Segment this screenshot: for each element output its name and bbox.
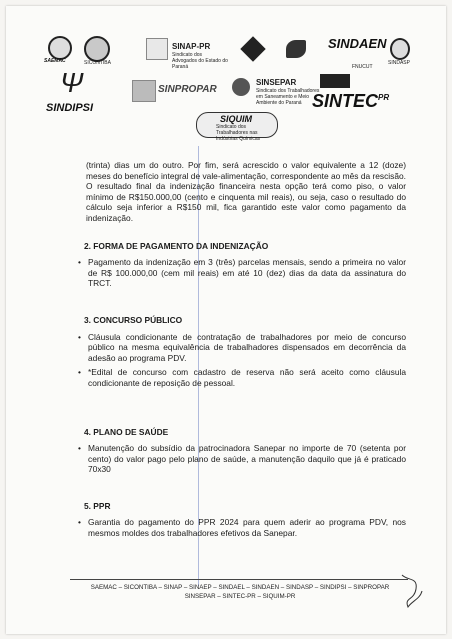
sindipsi-logo: SINDIPSI xyxy=(46,102,94,114)
saemac-label: SAEMAC xyxy=(44,58,66,64)
sinpropar-emblem xyxy=(132,80,156,102)
sindasp-logo xyxy=(390,38,410,60)
sintec-name xyxy=(312,88,389,111)
sinsepar-subtitle: Sindicato dos Trabalhadores em Saneamento e Meio Ambiente do Paraná xyxy=(256,88,320,106)
footer-line-1: SAEMAC – SICONTIBA – SINAP – SINAEP – SINDAEL – SINDAEN – SINDASP – SINDIPSI – SINPROPAR xyxy=(90,584,390,591)
sinsepar-name: SINSEPAR xyxy=(256,78,297,87)
list-item: • Garantia do pagamento do PPR 2024 para quem aderir ao programa PDV, nos mesmos moldes dos trabalhadores efetivos da Sanepar. xyxy=(78,517,406,538)
siquim-subtitle: Sindicato dos Trabalhadores nas Indústrias Químicas xyxy=(216,124,261,142)
document-page xyxy=(6,6,446,634)
section-heading: 2. FORMA DE PAGAMENTO DA INDENIZAÇÃO xyxy=(84,240,269,251)
sicontiba-logo xyxy=(84,36,110,62)
sinap-name: SINAP-PR xyxy=(172,42,211,51)
sinap-emblem xyxy=(146,38,168,60)
sindasp-label: SINDASP xyxy=(388,60,410,66)
sicontiba-label: SICONTIBA xyxy=(84,60,111,66)
section-list xyxy=(78,257,406,289)
section-list xyxy=(78,443,406,475)
sinsepar-emblem xyxy=(232,78,250,96)
sindaen-name: SINDAEN xyxy=(328,36,387,51)
bird-logo xyxy=(286,40,306,58)
section-heading: 3. CONCURSO PÚBLICO xyxy=(84,314,183,325)
section-list xyxy=(78,332,406,389)
footer xyxy=(70,583,410,601)
footer-line-2: SINSEPAR – SINTEC-PR – SIQUIM-PR xyxy=(184,593,296,600)
sinpropar-name: SINPROPAR xyxy=(158,84,217,95)
document-body xyxy=(86,160,406,539)
list-item: • Pagamento da indenização em 3 (três) parcelas mensais, sendo a primeira no valor de R$ 100.000,00 (cem mil reais) em até 10 (dez) dias da data da assinatura do TRCT. xyxy=(78,257,406,289)
siquim-name: SIQUIM xyxy=(220,114,253,124)
list-item: • Manutenção do subsídio da patrocinadora Sanepar no importe de 70 (setenta por cento) do valor pago pelo plano de saúde, a manutenção daquilo que já é praticado 70x30 xyxy=(78,443,406,475)
list-item: • *Edital de concurso com cadastro de reserva não será aceito como cláusula condicionante de reposição de pessoal. xyxy=(78,367,406,388)
intro-paragraph: (trinta) dias um do outro. Por fim, será acrescido o valor equivalente a 12 (doze) meses do benefício integral de vale-alimentação, correspondente ao mês da rescisão. O resultado final da indenização financeira nesta opção terá como piso, o valor mínimo de R$150.000,00 (cento e cinquenta mil reais), ou seja, caso o resultado do cálculo seja inferior a R$150 mil, fica garantido este valor como pagamento da indenização. xyxy=(86,160,406,223)
footer-rule xyxy=(70,579,408,580)
sintec-name-text: SINTEC xyxy=(312,91,379,111)
sindaen-tag: FNUCUT xyxy=(352,64,373,70)
sintec-emblem xyxy=(320,74,350,88)
section-list xyxy=(78,517,406,538)
saemac-logo xyxy=(48,36,72,60)
psi-icon: Ψ xyxy=(60,67,84,98)
sinap-subtitle: Sindicato dos Advogados do Estado do Paraná xyxy=(172,52,228,70)
section-heading: 4. PLANO DE SAÚDE xyxy=(84,426,169,437)
section-heading: 5. PPR xyxy=(84,500,111,511)
list-item: • Cláusula condicionante de contratação de trabalhadores por meio de concurso público na mesma equivalência de trabalhadores dispensados em decorrência da adesão ao programa PDV. xyxy=(78,332,406,364)
diamond-logo xyxy=(240,36,265,61)
signature-mark xyxy=(398,571,426,611)
sintec-suffix: PR xyxy=(378,93,390,102)
